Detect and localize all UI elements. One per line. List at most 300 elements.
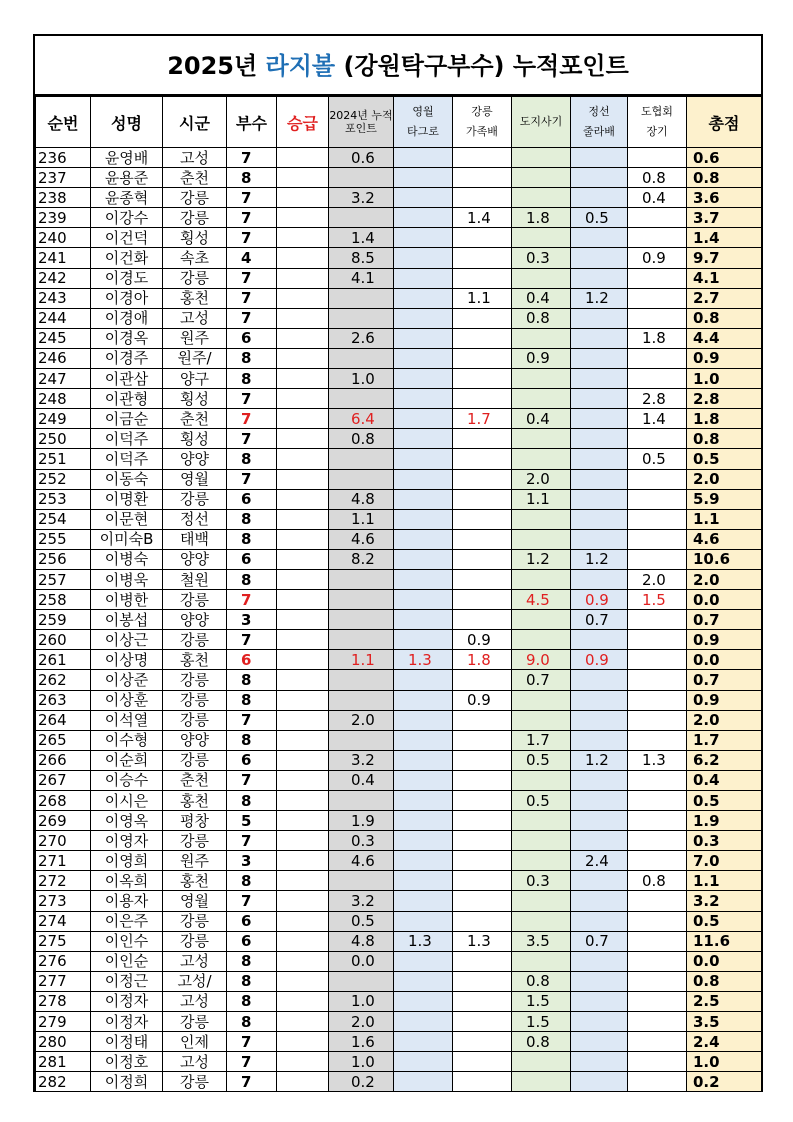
cell-name: 이건화 xyxy=(91,248,163,268)
cell-dh xyxy=(628,911,687,931)
cell-js xyxy=(571,791,628,811)
cell-name: 이승수 xyxy=(91,770,163,790)
cell-dj xyxy=(512,228,571,248)
cell-no: 255 xyxy=(36,529,91,549)
cell-gn xyxy=(453,549,512,569)
cell-total: 0.0 xyxy=(687,650,762,670)
cell-total: 2.4 xyxy=(687,1032,762,1052)
table-row xyxy=(36,730,762,750)
cell-js xyxy=(571,1032,628,1052)
header-association-line1: 도협회 xyxy=(641,105,673,118)
cell-yw xyxy=(394,610,453,630)
cell-js xyxy=(571,951,628,971)
header-jeongseon-line1: 정선 xyxy=(588,105,610,118)
cell-dj xyxy=(512,710,571,730)
cell-promo xyxy=(277,851,329,871)
cell-dh xyxy=(628,469,687,489)
cell-no: 236 xyxy=(36,148,91,168)
cell-div: 8 xyxy=(227,1012,277,1032)
cell-promo xyxy=(277,549,329,569)
cell-yw xyxy=(394,328,453,348)
cell-p2024 xyxy=(329,208,394,228)
cell-dh: 1.3 xyxy=(628,750,687,770)
cell-promo xyxy=(277,590,329,610)
title-suffix: (강원탁구부수) 누적포인트 xyxy=(335,52,629,80)
header-gangneung-line2: 가족배 xyxy=(466,125,498,138)
cell-div: 8 xyxy=(227,369,277,389)
cell-name: 이관삼 xyxy=(91,369,163,389)
cell-total: 2.5 xyxy=(687,991,762,1011)
cell-js xyxy=(571,168,628,188)
cell-no: 275 xyxy=(36,931,91,951)
cell-no: 242 xyxy=(36,268,91,288)
cell-gn xyxy=(453,509,512,529)
cell-city: 원주/ xyxy=(163,348,227,368)
cell-promo xyxy=(277,1012,329,1032)
cell-name: 이금순 xyxy=(91,409,163,429)
cell-name: 이상근 xyxy=(91,630,163,650)
header-promotion: 승급 xyxy=(277,97,329,148)
cell-yw xyxy=(394,1032,453,1052)
cell-city: 양양 xyxy=(163,449,227,469)
cell-div: 8 xyxy=(227,168,277,188)
cell-city: 속초 xyxy=(163,248,227,268)
cell-js xyxy=(571,690,628,710)
table-row xyxy=(36,670,762,690)
cell-js xyxy=(571,308,628,328)
cell-total: 0.8 xyxy=(687,429,762,449)
cell-p2024: 1.1 xyxy=(329,650,394,670)
cell-p2024: 4.8 xyxy=(329,931,394,951)
cell-gn xyxy=(453,328,512,348)
cell-no: 241 xyxy=(36,248,91,268)
title-prefix: 2025년 xyxy=(167,52,266,80)
cell-p2024: 1.0 xyxy=(329,369,394,389)
cell-yw xyxy=(394,891,453,911)
cell-dh: 0.4 xyxy=(628,188,687,208)
cell-gn xyxy=(453,1032,512,1052)
cell-name: 이경옥 xyxy=(91,328,163,348)
cell-total: 0.9 xyxy=(687,348,762,368)
cell-div: 7 xyxy=(227,268,277,288)
table-row xyxy=(36,509,762,529)
header-association xyxy=(628,97,687,148)
cell-dj: 0.8 xyxy=(512,1032,571,1052)
cell-p2024 xyxy=(329,730,394,750)
cell-promo xyxy=(277,429,329,449)
cell-total: 0.7 xyxy=(687,670,762,690)
cell-no: 267 xyxy=(36,770,91,790)
cell-no: 278 xyxy=(36,991,91,1011)
cell-gn: 1.1 xyxy=(453,288,512,308)
cell-name: 이상준 xyxy=(91,670,163,690)
cell-city: 강릉 xyxy=(163,831,227,851)
cell-dh xyxy=(628,489,687,509)
cell-dh xyxy=(628,730,687,750)
cell-name: 이순희 xyxy=(91,750,163,770)
cell-gn xyxy=(453,268,512,288)
cell-promo xyxy=(277,409,329,429)
cell-yw: 1.3 xyxy=(394,931,453,951)
cell-total: 1.1 xyxy=(687,871,762,891)
table-row xyxy=(36,409,762,429)
cell-p2024 xyxy=(329,348,394,368)
cell-name: 이병한 xyxy=(91,590,163,610)
cell-js xyxy=(571,1072,628,1092)
cell-div: 5 xyxy=(227,811,277,831)
table-row xyxy=(36,791,762,811)
cell-gn: 1.4 xyxy=(453,208,512,228)
cell-promo xyxy=(277,831,329,851)
cell-dj: 2.0 xyxy=(512,469,571,489)
table-row xyxy=(36,710,762,730)
cell-no: 279 xyxy=(36,1012,91,1032)
cell-p2024: 3.2 xyxy=(329,750,394,770)
cell-dh xyxy=(628,429,687,449)
cell-div: 7 xyxy=(227,831,277,851)
cell-dj xyxy=(512,1052,571,1072)
cell-gn xyxy=(453,569,512,589)
cell-gn xyxy=(453,891,512,911)
cell-js xyxy=(571,811,628,831)
cell-total: 7.0 xyxy=(687,851,762,871)
table-row xyxy=(36,750,762,770)
cell-yw xyxy=(394,409,453,429)
cell-gn xyxy=(453,429,512,449)
cell-dj: 0.5 xyxy=(512,791,571,811)
cell-gn xyxy=(453,831,512,851)
cell-p2024: 0.3 xyxy=(329,831,394,851)
table-row xyxy=(36,630,762,650)
cell-promo xyxy=(277,791,329,811)
cell-js xyxy=(571,389,628,409)
cell-dj: 0.4 xyxy=(512,409,571,429)
cell-city: 강릉 xyxy=(163,268,227,288)
cell-div: 7 xyxy=(227,148,277,168)
cell-dh xyxy=(628,991,687,1011)
cell-js: 0.9 xyxy=(571,590,628,610)
cell-no: 244 xyxy=(36,308,91,328)
cell-city: 강릉 xyxy=(163,931,227,951)
cell-total: 1.0 xyxy=(687,1052,762,1072)
cell-city: 고성 xyxy=(163,951,227,971)
cell-gn xyxy=(453,449,512,469)
cell-js xyxy=(571,891,628,911)
cell-js xyxy=(571,1012,628,1032)
cell-promo xyxy=(277,610,329,630)
cell-city: 횡성 xyxy=(163,429,227,449)
cell-promo xyxy=(277,710,329,730)
cell-no: 253 xyxy=(36,489,91,509)
cell-div: 4 xyxy=(227,248,277,268)
cell-name: 윤종혁 xyxy=(91,188,163,208)
cell-yw xyxy=(394,549,453,569)
cell-p2024: 0.2 xyxy=(329,1072,394,1092)
cell-promo xyxy=(277,509,329,529)
cell-no: 271 xyxy=(36,851,91,871)
cell-div: 7 xyxy=(227,710,277,730)
cell-dj xyxy=(512,690,571,710)
cell-dj: 0.4 xyxy=(512,288,571,308)
cell-dh xyxy=(628,208,687,228)
cell-yw xyxy=(394,208,453,228)
cell-total: 0.9 xyxy=(687,690,762,710)
cell-city: 횡성 xyxy=(163,228,227,248)
cell-total: 0.0 xyxy=(687,590,762,610)
cell-promo xyxy=(277,469,329,489)
cell-promo xyxy=(277,208,329,228)
cell-p2024: 8.2 xyxy=(329,549,394,569)
cell-dj: 0.5 xyxy=(512,750,571,770)
cell-dj xyxy=(512,429,571,449)
cell-gn xyxy=(453,951,512,971)
cell-gn xyxy=(453,670,512,690)
cell-div: 8 xyxy=(227,348,277,368)
cell-dj: 0.9 xyxy=(512,348,571,368)
table-row xyxy=(36,851,762,871)
cell-dh xyxy=(628,148,687,168)
cell-dh xyxy=(628,268,687,288)
cell-js: 0.5 xyxy=(571,208,628,228)
cell-total: 0.5 xyxy=(687,449,762,469)
cell-js xyxy=(571,369,628,389)
cell-total: 0.6 xyxy=(687,148,762,168)
cell-city: 고성 xyxy=(163,1052,227,1072)
cell-div: 7 xyxy=(227,409,277,429)
cell-no: 247 xyxy=(36,369,91,389)
cell-div: 8 xyxy=(227,791,277,811)
cell-p2024: 0.8 xyxy=(329,429,394,449)
cell-no: 254 xyxy=(36,509,91,529)
cell-dh xyxy=(628,549,687,569)
cell-p2024 xyxy=(329,630,394,650)
cell-no: 239 xyxy=(36,208,91,228)
cell-total: 0.8 xyxy=(687,308,762,328)
cell-div: 7 xyxy=(227,208,277,228)
cell-dh xyxy=(628,831,687,851)
cell-dh: 0.8 xyxy=(628,168,687,188)
cell-yw xyxy=(394,1012,453,1032)
cell-p2024 xyxy=(329,168,394,188)
cell-p2024: 0.4 xyxy=(329,770,394,790)
cell-div: 8 xyxy=(227,449,277,469)
cell-no: 272 xyxy=(36,871,91,891)
cell-js: 1.2 xyxy=(571,288,628,308)
header-row xyxy=(36,97,762,148)
table-row xyxy=(36,208,762,228)
cell-name: 이경아 xyxy=(91,288,163,308)
cell-p2024 xyxy=(329,449,394,469)
cell-js: 0.7 xyxy=(571,610,628,630)
cell-yw xyxy=(394,268,453,288)
cell-js xyxy=(571,569,628,589)
cell-div: 8 xyxy=(227,690,277,710)
cell-js xyxy=(571,770,628,790)
cell-no: 251 xyxy=(36,449,91,469)
cell-dj xyxy=(512,529,571,549)
table-row xyxy=(36,610,762,630)
cell-city: 강릉 xyxy=(163,590,227,610)
cell-name: 이문현 xyxy=(91,509,163,529)
cell-gn xyxy=(453,1072,512,1092)
cell-name: 윤영배 xyxy=(91,148,163,168)
cell-p2024: 1.0 xyxy=(329,991,394,1011)
cell-dj xyxy=(512,509,571,529)
cell-promo xyxy=(277,650,329,670)
cell-dj: 0.3 xyxy=(512,871,571,891)
cell-dj xyxy=(512,770,571,790)
cell-no: 265 xyxy=(36,730,91,750)
cell-dj: 0.3 xyxy=(512,248,571,268)
cell-name: 이관형 xyxy=(91,389,163,409)
cell-div: 7 xyxy=(227,389,277,409)
cell-gn xyxy=(453,791,512,811)
cell-name: 이용자 xyxy=(91,891,163,911)
cell-total: 1.7 xyxy=(687,730,762,750)
table-row xyxy=(36,369,762,389)
cell-no: 274 xyxy=(36,911,91,931)
cell-no: 270 xyxy=(36,831,91,851)
cell-total: 0.5 xyxy=(687,791,762,811)
cell-city: 강릉 xyxy=(163,630,227,650)
cell-gn xyxy=(453,228,512,248)
cell-total: 2.0 xyxy=(687,710,762,730)
cell-dj: 3.5 xyxy=(512,931,571,951)
cell-div: 6 xyxy=(227,931,277,951)
cell-total: 0.5 xyxy=(687,911,762,931)
header-2024-points: 2024년 누적포인트 xyxy=(329,97,394,148)
cell-div: 6 xyxy=(227,489,277,509)
cell-js: 0.9 xyxy=(571,650,628,670)
table-row xyxy=(36,429,762,449)
cell-total: 0.2 xyxy=(687,1072,762,1092)
cell-js xyxy=(571,911,628,931)
cell-city: 양양 xyxy=(163,730,227,750)
cell-p2024 xyxy=(329,971,394,991)
cell-name: 이은주 xyxy=(91,911,163,931)
cell-dh xyxy=(628,710,687,730)
cell-total: 0.9 xyxy=(687,630,762,650)
header-yeongwol-line1: 영월 xyxy=(412,105,434,118)
cell-dh xyxy=(628,931,687,951)
table-row xyxy=(36,590,762,610)
cell-promo xyxy=(277,449,329,469)
cell-dh xyxy=(628,288,687,308)
cell-dj: 1.7 xyxy=(512,730,571,750)
table-row xyxy=(36,469,762,489)
cell-promo xyxy=(277,308,329,328)
cell-yw xyxy=(394,791,453,811)
cell-no: 277 xyxy=(36,971,91,991)
cell-div: 6 xyxy=(227,750,277,770)
cell-yw xyxy=(394,831,453,851)
cell-js xyxy=(571,730,628,750)
cell-city: 홍천 xyxy=(163,288,227,308)
cell-city: 강릉 xyxy=(163,710,227,730)
cell-city: 강릉 xyxy=(163,690,227,710)
header-division: 부수 xyxy=(227,97,277,148)
cell-p2024 xyxy=(329,288,394,308)
cell-p2024 xyxy=(329,610,394,630)
cell-no: 246 xyxy=(36,348,91,368)
cell-js xyxy=(571,509,628,529)
header-association-line2: 장기 xyxy=(646,125,668,138)
cell-gn xyxy=(453,1012,512,1032)
cell-div: 7 xyxy=(227,1032,277,1052)
cell-name: 이미숙B xyxy=(91,529,163,549)
cell-city: 원주 xyxy=(163,851,227,871)
table-row xyxy=(36,1052,762,1072)
cell-city: 영월 xyxy=(163,469,227,489)
cell-city: 고성 xyxy=(163,308,227,328)
header-governor-cup: 도지사기 xyxy=(512,97,571,148)
cell-promo xyxy=(277,911,329,931)
cell-div: 7 xyxy=(227,770,277,790)
cell-dh xyxy=(628,529,687,549)
cell-total: 3.6 xyxy=(687,188,762,208)
cell-gn: 0.9 xyxy=(453,630,512,650)
cell-div: 7 xyxy=(227,590,277,610)
cell-dh xyxy=(628,1072,687,1092)
cell-dj xyxy=(512,328,571,348)
cell-promo xyxy=(277,931,329,951)
cell-total: 1.9 xyxy=(687,811,762,831)
cell-promo xyxy=(277,630,329,650)
cell-total: 6.2 xyxy=(687,750,762,770)
cell-dj xyxy=(512,569,571,589)
table-row xyxy=(36,188,762,208)
cell-dj xyxy=(512,951,571,971)
cell-div: 6 xyxy=(227,911,277,931)
cell-gn xyxy=(453,469,512,489)
cell-promo xyxy=(277,951,329,971)
table-row xyxy=(36,831,762,851)
cell-total: 9.7 xyxy=(687,248,762,268)
cell-no: 273 xyxy=(36,891,91,911)
table-row xyxy=(36,991,762,1011)
cell-p2024: 1.1 xyxy=(329,509,394,529)
cell-yw xyxy=(394,489,453,509)
cell-div: 8 xyxy=(227,569,277,589)
cell-name: 윤용준 xyxy=(91,168,163,188)
cell-p2024: 8.5 xyxy=(329,248,394,268)
cell-city: 강릉 xyxy=(163,911,227,931)
cell-dj: 0.8 xyxy=(512,971,571,991)
cell-dh: 1.4 xyxy=(628,409,687,429)
cell-name: 이경주 xyxy=(91,348,163,368)
cell-dh: 1.5 xyxy=(628,590,687,610)
cell-dh: 0.5 xyxy=(628,449,687,469)
cell-city: 홍천 xyxy=(163,871,227,891)
cell-total: 11.6 xyxy=(687,931,762,951)
cell-name: 이정근 xyxy=(91,971,163,991)
cell-div: 7 xyxy=(227,228,277,248)
cell-promo xyxy=(277,168,329,188)
cell-p2024: 6.4 xyxy=(329,409,394,429)
cell-div: 8 xyxy=(227,971,277,991)
cell-js xyxy=(571,248,628,268)
cell-js: 1.2 xyxy=(571,549,628,569)
header-no: 순번 xyxy=(36,97,91,148)
cell-name: 이상훈 xyxy=(91,690,163,710)
cell-js xyxy=(571,489,628,509)
cell-gn xyxy=(453,168,512,188)
cell-no: 238 xyxy=(36,188,91,208)
cell-total: 4.1 xyxy=(687,268,762,288)
cell-no: 256 xyxy=(36,549,91,569)
cell-gn: 1.7 xyxy=(453,409,512,429)
cell-no: 245 xyxy=(36,328,91,348)
